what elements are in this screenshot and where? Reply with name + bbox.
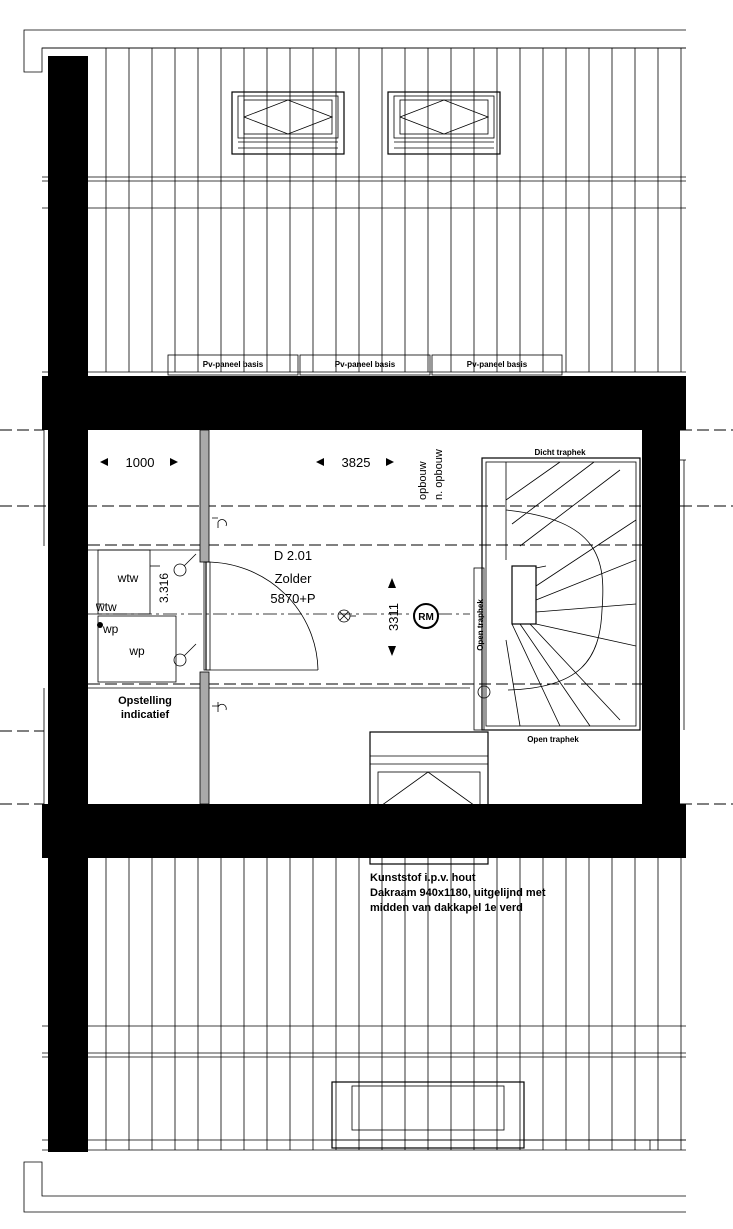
room-name: Zolder — [274, 571, 312, 586]
smoke-detector-label: RM — [418, 612, 434, 623]
stair-tread — [536, 560, 636, 600]
pv-panel-label: Pv-paneel basis — [202, 360, 264, 369]
roof-top — [42, 48, 686, 372]
roof-bottom-element — [332, 1082, 686, 1150]
open-traphek-bottom-label: Open traphek — [527, 735, 579, 744]
stair-tread — [520, 624, 590, 726]
roof-bottom — [42, 858, 686, 1150]
room-label — [270, 548, 315, 606]
dicht-traphek-label: Dicht traphek — [534, 448, 586, 457]
wp-connection-dot — [97, 622, 103, 628]
stair-tread — [520, 470, 620, 546]
walls — [42, 56, 686, 1152]
open-traphek-side-label: Open traphek — [476, 599, 485, 651]
stair-tread — [536, 604, 636, 612]
wp-box-label: wp — [129, 644, 145, 658]
room-interior — [88, 430, 642, 804]
opstelling-note-line2: indicatief — [120, 709, 170, 721]
opbouw-note-1: opbouw — [417, 461, 429, 500]
pv-panel-label: Pv-paneel basis — [466, 360, 528, 369]
stair-tread — [512, 462, 594, 524]
opbouw-note-2: n. opbouw — [433, 449, 445, 500]
dimension-main — [316, 455, 394, 470]
dimension-left — [100, 455, 178, 470]
dakraam-note-line3: midden van dakkapel 1e verd — [370, 902, 523, 914]
stair-tread — [512, 624, 560, 726]
smoke-detector-icon — [414, 604, 438, 628]
wtw-point-label: wtw — [96, 600, 117, 614]
staircase — [417, 448, 640, 744]
opstelling-note-line1: Opstelling — [118, 695, 172, 707]
room-level: 5870+P — [270, 591, 316, 606]
stair-tread — [530, 624, 620, 720]
dimension-main-width: 3825 — [341, 455, 371, 470]
room-code: D 2.01 — [273, 548, 313, 563]
sheet-border — [24, 30, 686, 1212]
stair-tread — [536, 624, 636, 646]
skylight-left — [232, 92, 344, 154]
pv-panel-label: Pv-paneel basis — [334, 360, 396, 369]
side-depth-dimension: 3.316 — [157, 572, 171, 604]
dimension-room-depth: 3311 — [386, 603, 401, 631]
dakraam-note-line2: Dakraam 940x1180, uitgelijnd met — [370, 887, 546, 899]
dakraam-note-line1: Kunststof i.p.v. hout — [370, 872, 476, 884]
dimension-left-width: 1000 — [125, 455, 155, 470]
wtw-box-label: wtw — [117, 571, 139, 585]
axis-lines — [0, 430, 733, 804]
installations — [95, 550, 196, 682]
stair-tread — [536, 520, 636, 586]
ceiling-light-icon — [338, 610, 356, 622]
dimension-depth — [386, 578, 401, 656]
wp-point-label: wp — [103, 622, 119, 636]
stair-tread — [506, 640, 520, 726]
